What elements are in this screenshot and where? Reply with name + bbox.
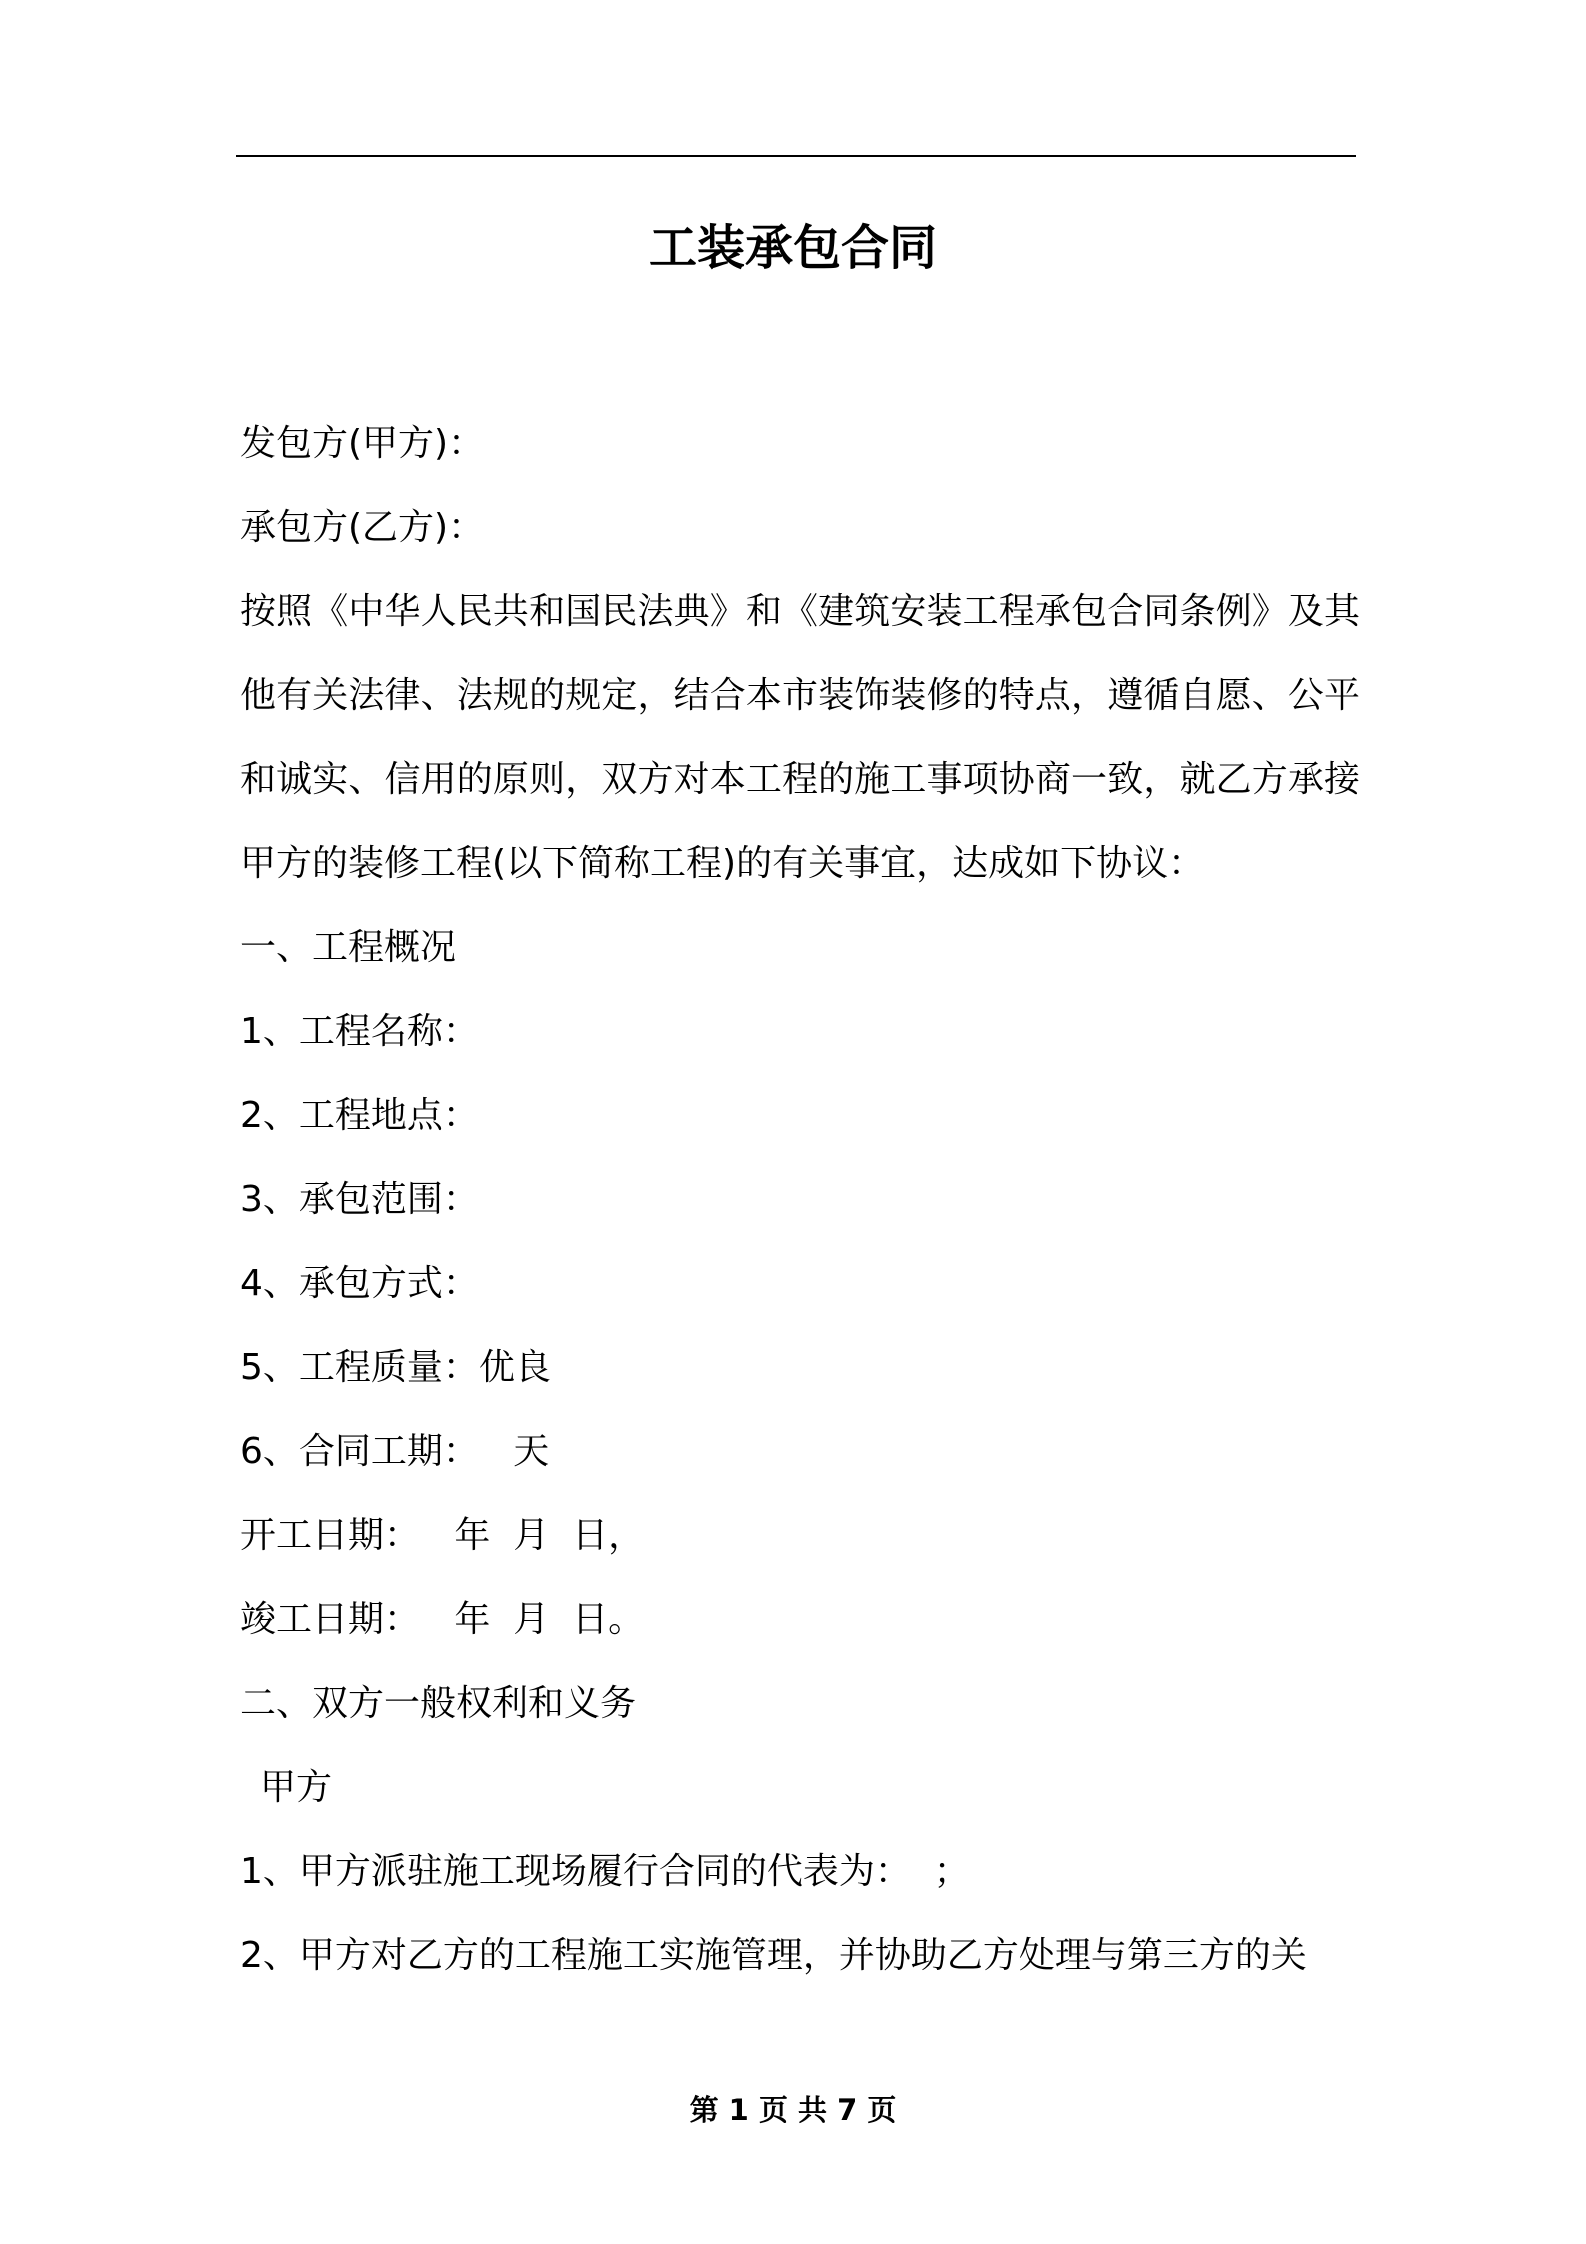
document-body [240,402,1360,1998]
page-number-footer: 第 1 页 共 7 页 [689,2093,897,2127]
header-rule [236,155,1356,157]
contract-scope-line: 3、承包范围： [240,1179,479,1220]
party-a-line: 发包方(甲方)： [240,423,485,464]
section-heading-project-overview: 一、工程概况 [240,927,457,968]
project-name-line: 1、工程名称： [240,1011,479,1052]
completion-date-line: 竣工日期： 年 月 日。 [240,1599,645,1640]
contract-duration-line: 6、合同工期： 天 [240,1431,550,1472]
party-a-clause-2: 2、甲方对乙方的工程施工实施管理，并协助乙方处理与第三方的关 [240,1935,1307,1976]
start-date-line: 开工日期： 年 月 日， [240,1515,645,1556]
document-title: 工装承包合同 [648,220,937,276]
party-b-line: 承包方(乙方)： [240,507,485,548]
project-location-line: 2、工程地点： [240,1095,479,1136]
party-a-subheading: 甲方 [260,1767,333,1808]
project-quality-line: 5、工程质量：优良 [240,1347,551,1388]
preamble-paragraph: 按照《中华人民共和国民法典》和《建筑安装工程承包合同条例》及其他有关法律、法规的规定，结合本市装饰装修的特点，遵循自愿、公平和诚实、信用的原则，双方对本工程的施工事项协商一致，就乙方承接甲方的装修工程(以下简称工程)的有关事宜，达成如下协议： [240,591,1360,884]
party-a-clause-1: 1、甲方派驻施工现场履行合同的代表为： ； [240,1851,970,1892]
contract-method-line: 4、承包方式： [240,1263,479,1304]
section-heading-rights-obligations: 二、双方一般权利和义务 [240,1683,637,1724]
